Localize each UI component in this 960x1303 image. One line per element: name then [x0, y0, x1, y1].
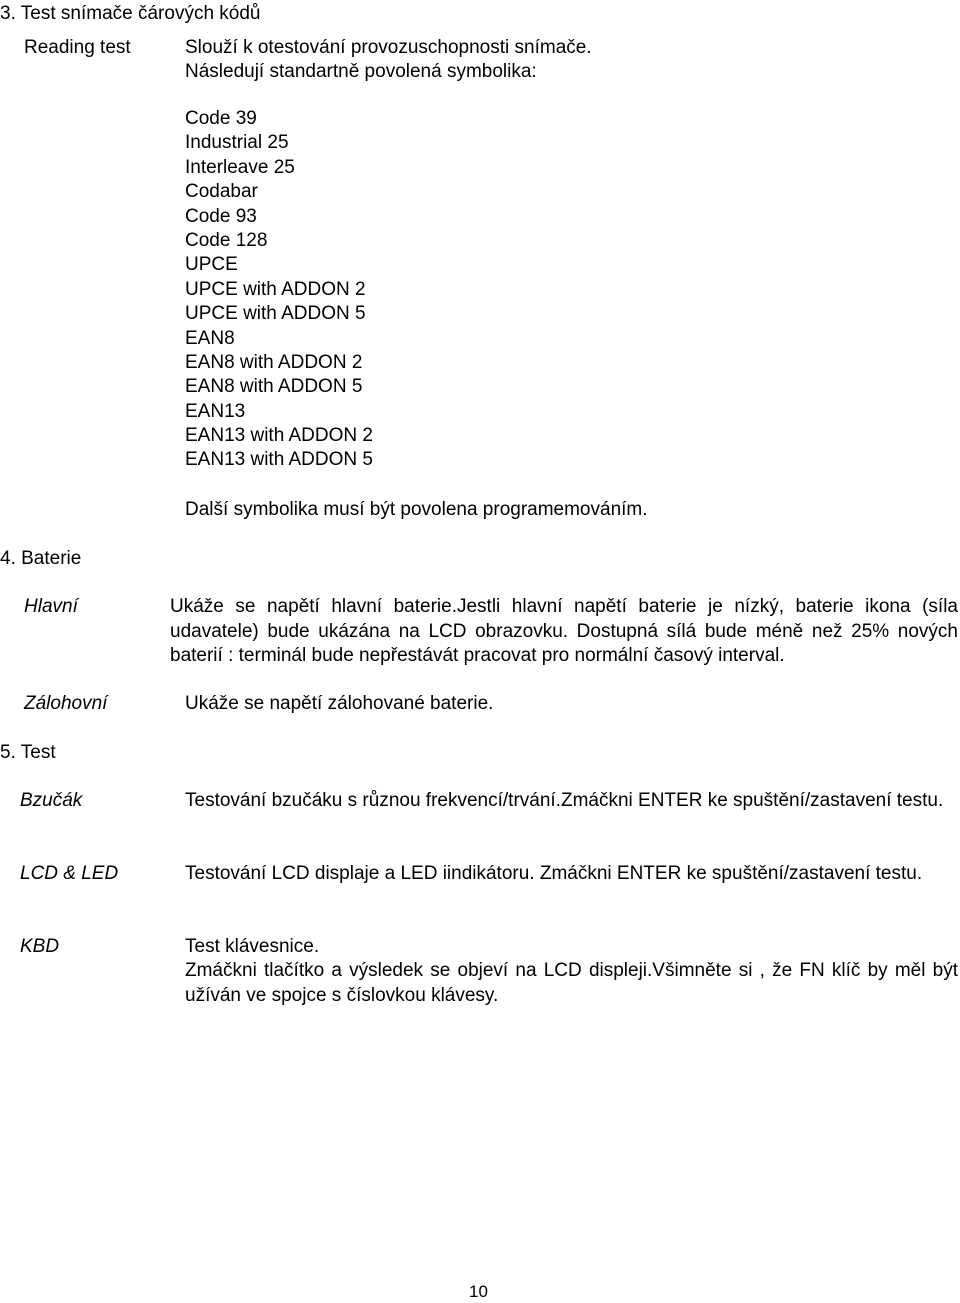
section-4-heading: 4. Baterie	[0, 548, 82, 569]
main-battery-label: Hlavní	[24, 596, 78, 617]
section-5-heading: 5. Test	[0, 742, 56, 763]
symbology-item: UPCE with ADDON 2	[185, 278, 366, 300]
reading-test-intro-2: Následují standartně povolená symbolika:	[185, 61, 537, 82]
backup-battery-label: Zálohovní	[24, 693, 108, 714]
symbology-item: Code 128	[185, 229, 268, 251]
lcd-led-label: LCD & LED	[20, 863, 119, 884]
symbology-item: EAN13 with ADDON 5	[185, 449, 373, 471]
buzzer-text: Testování bzučáku s různou frekvencí/trvání.Zmáčkni ENTER ke spuštění/zastavení testu.	[185, 790, 944, 811]
symbology-item: EAN13	[185, 400, 246, 422]
reading-test-intro: Slouží k otestování provozuschopnosti snímače.	[185, 37, 592, 58]
section-3-heading: 3. Test snímače čárových kódů	[0, 3, 261, 24]
symbology-item: EAN8 with ADDON 2	[185, 351, 363, 373]
reading-test-label: Reading test	[24, 37, 131, 58]
symbology-item: Code 93	[185, 205, 257, 227]
symbology-item: Code 39	[185, 108, 257, 129]
kbd-text-2: Zmáčkni tlačítko a výsledek se objeví na LCD displeji.Všimněte si , že FN klíč by měl být užíván ve spojce s číslovkou klávesy.	[185, 960, 958, 1006]
symbology-list	[185, 107, 373, 473]
symbology-item: UPCE	[185, 254, 238, 276]
symbology-item: EAN13 with ADDON 2	[185, 425, 373, 447]
symbology-item: Interleave 25	[185, 156, 295, 178]
symbology-item: UPCE with ADDON 5	[185, 303, 366, 325]
symbology-item: EAN8	[185, 327, 235, 349]
kbd-label: KBD	[20, 936, 60, 957]
buzzer-label: Bzučák	[20, 790, 83, 811]
page-number: 10	[469, 1282, 488, 1301]
symbology-item: Codabar	[185, 181, 258, 203]
main-battery-text	[155, 595, 958, 669]
symbology-footer-note: Další symbolika musí být povolena programemováním.	[185, 499, 648, 520]
symbology-item: Industrial 25	[185, 132, 289, 154]
main-battery-text-content: Ukáže se napětí hlavní baterie.Jestli hlavní napětí baterie je nízký, baterie ikona (síla udavatele) bude ukázána na LCD obrazovku. Dostupná sílá bude méně než 25% nových baterií : terminál bude nepřestávát pracovat pro normální časový interval.	[170, 596, 958, 666]
backup-battery-text: Ukáže se napětí zálohované baterie.	[185, 693, 494, 714]
lcd-led-text: Testování LCD displaje a LED iindikátoru. Zmáčkni ENTER ke spuštění/zastavení testu.	[185, 863, 923, 884]
symbology-item: EAN8 with ADDON 5	[185, 376, 363, 398]
kbd-text-1: Test klávesnice.	[185, 936, 320, 957]
